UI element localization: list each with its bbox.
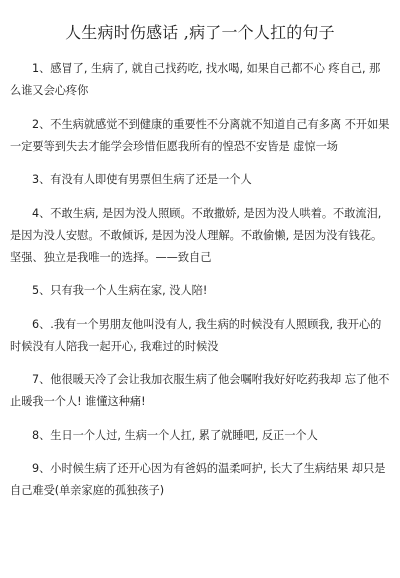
paragraph-6: 6、.我有一个男朋友他叫没有人, 我生病的时候没有人照顾我, 我开心的时候没有人陪我一起开心, 我难过的时候没 <box>10 317 382 353</box>
paragraph-5: 5、只有我一个人生病在家, 没人陪! <box>32 284 208 297</box>
paragraph-1: 1、感冒了, 生病了, 就自己找药吃, 找水喝, 如果自己都不心 疼自己, 那么谁又会心疼你 <box>10 62 381 97</box>
paragraph-7: 7、他很暖天冷了会让我加衣服生病了他会嘱咐我好好吃药我却 忘了他不止暖我一个人! 谁懂这种痛! <box>10 373 390 408</box>
paragraph-9: 9、小时候生病了还开心因为有爸妈的温柔呵护, 长大了生病结果 却只是自己难受(单亲家庭的孤独孩子) <box>10 462 386 497</box>
article-body <box>10 58 390 502</box>
paragraph-8: 8、生日一个人过, 生病一个人扛, 累了就睡吧, 反正一个人 <box>32 428 318 442</box>
page-title: 人生病时伤感话 ,病了一个人扛的句子 <box>65 23 335 42</box>
paragraph-4: 4、不敢生病, 是因为没人照顾。不敢撒娇, 是因为没人哄着。不敢流泪, 是因为没人安慰。不敢倾诉, 是因为没人理解。不敢偷懒, 是因为没有钱花。坚强、独立是我唯一的选择。——致自己 <box>10 206 383 264</box>
paragraph-2: 2、不生病就感觉不到健康的重要性不分离就不知道自己有多离 不开如果一定要等到失去才能学会珍惜佢愿我所有的惶恐不安皆是 虚惊一场 <box>10 117 390 153</box>
paragraph-3: 3、有没有人即使有男票但生病了还是一个人 <box>32 173 252 186</box>
